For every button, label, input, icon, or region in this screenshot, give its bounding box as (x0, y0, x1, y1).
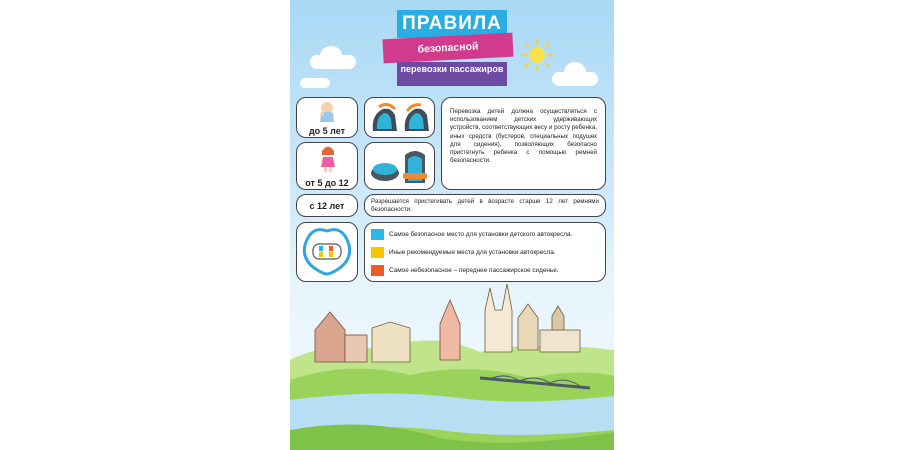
cloud (320, 46, 342, 66)
infant-seat-box (364, 97, 435, 138)
legend-box (364, 222, 606, 282)
cloud (564, 62, 586, 82)
legend-text: Иные рекомендуемые места для установки автокресла. (389, 249, 556, 256)
age-label: с 12 лет (309, 201, 345, 211)
poster (290, 0, 614, 450)
booster-seat-box (364, 142, 435, 190)
subtitle-safe: безопасной (382, 33, 513, 64)
sun-icon (520, 38, 554, 72)
cityscape-illustration (290, 280, 614, 450)
legend-row-unsafe (371, 265, 559, 276)
age-box-over-12 (296, 194, 358, 217)
legend-swatch-orange (371, 265, 384, 276)
legend-swatch-blue (371, 229, 384, 240)
subtitle-transport: перевозки пассажиров (397, 62, 507, 86)
over-12-rule-text: Разрешается пристегивать детей в возрасте старше 12 лет ремнями безопасности. (371, 198, 599, 214)
over-12-rule-box (364, 194, 606, 217)
page-title: ПРАВИЛА (397, 10, 507, 38)
legend-row-recommended (371, 247, 556, 258)
legend-swatch-yellow (371, 247, 384, 258)
car-diagram-box (296, 222, 358, 282)
main-rule-text: Перевозка детей должна осуществляться с использованием детских удерживающих устройств, соответствующих весу и росту ребенка, иных средств (бустеров, специальных подушек для сидения), позволяющих безопасно пристегнуть ребенка с помощью ремней безопасности. (450, 108, 597, 165)
booster-seat-icon (369, 147, 433, 187)
girl-icon (318, 145, 338, 173)
legend-row-safest (371, 229, 572, 240)
age-label: от 5 до 12 (305, 178, 349, 188)
age-label: до 5 лет (308, 126, 346, 136)
legend-text: Самое небезопасное – переднее пассажирское сиденье. (389, 267, 559, 274)
cloud (300, 78, 330, 88)
legend-text: Самое безопасное место для установки детского автокресла. (389, 231, 573, 238)
baby-icon (317, 100, 337, 124)
infant-car-seat-icon (369, 101, 433, 135)
car-top-view-icon (301, 227, 353, 277)
main-rule-box (441, 97, 606, 190)
age-box-5-to-12 (296, 142, 358, 190)
age-box-under-5 (296, 97, 358, 138)
